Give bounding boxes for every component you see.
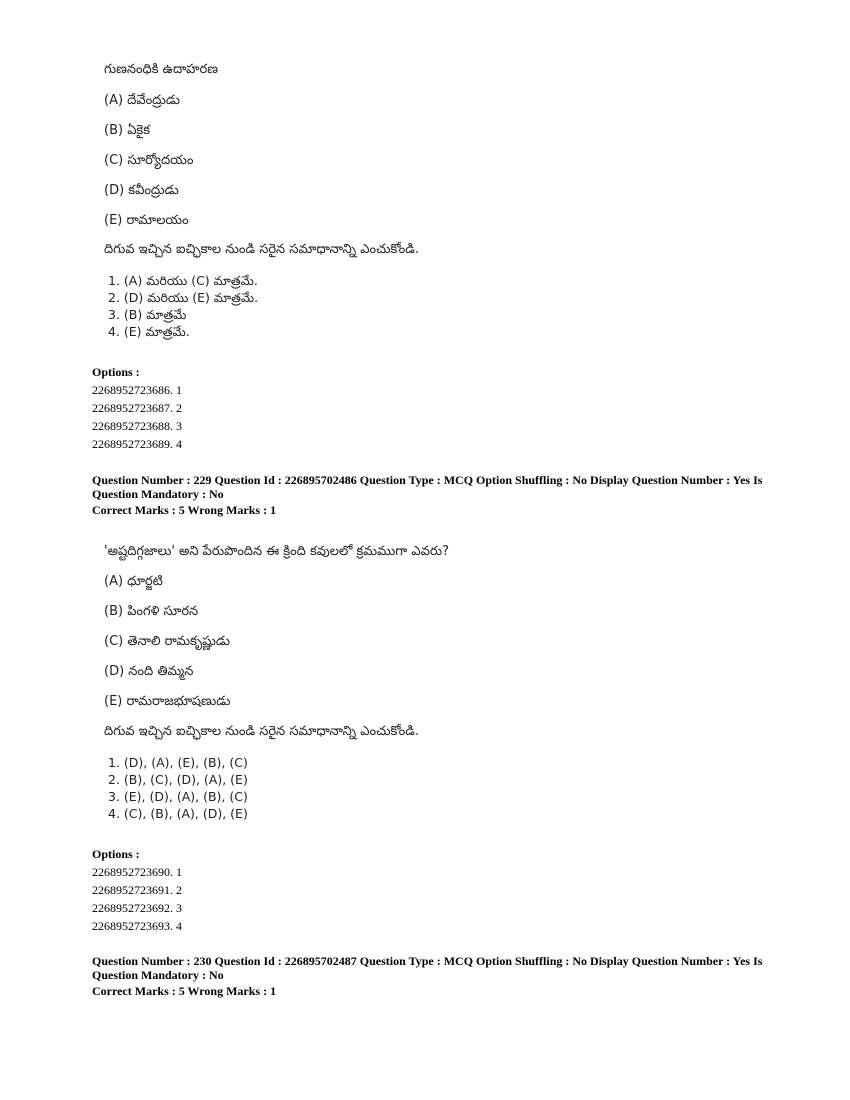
answer-choice-list (108, 272, 258, 340)
option-id: 2268952723686. 1 (92, 383, 182, 397)
question-meta-line: Question Mandatory : No (92, 968, 224, 982)
question-marks: Correct Marks : 5 Wrong Marks : 1 (92, 503, 277, 517)
question-header (92, 954, 782, 998)
question-item: (A) దేవేంద్రుడు (104, 93, 180, 108)
question-meta-line: Question Number : 230 Question Id : 226895702487 Question Type : MCQ Option Shuffling : No Display Question Number : Yes Is (92, 954, 763, 968)
question-header (92, 473, 782, 517)
question-stem: 'అష్టదిగ్గజాలు' అని పేరుపొందిన ఈ క్రింది కవులలో క్రమముగా ఎవరు? (104, 544, 449, 559)
question-instruction: దిగువ ఇచ్చిన ఐచ్ఛికాల నుండి సరైన సమాధానాన్ని ఎంచుకోండి. (104, 724, 420, 739)
question-meta-line: Question Mandatory : No (92, 487, 224, 501)
question-marks: Correct Marks : 5 Wrong Marks : 1 (92, 984, 277, 998)
question-item: (B) ఏకైక (104, 123, 151, 138)
answer-choice: 2. (B), (C), (D), (A), (E) (108, 772, 248, 787)
question-item: (E) రామాలయం (104, 213, 189, 228)
options-label: Options : (92, 847, 140, 861)
option-id: 2268952723691. 2 (92, 883, 182, 897)
option-id: 2268952723693. 4 (92, 919, 182, 933)
option-id: 2268952723692. 3 (92, 901, 182, 915)
question-item: (E) రామరాజభూషణుడు (104, 694, 231, 709)
options-label: Options : (92, 365, 140, 379)
question-item: (D) నంది తిమ్మన (104, 664, 194, 679)
question-item: (B) పింగళి సూరన (104, 604, 199, 619)
option-id: 2268952723687. 2 (92, 401, 182, 415)
answer-choice: 2. (D) మరియు (E) మాత్రమే. (108, 290, 259, 305)
answer-choice-list (108, 754, 248, 822)
answer-choice: 1. (A) మరియు (C) మాత్రమే. (108, 273, 258, 288)
question-item: (D) కవీంద్రుడు (104, 183, 179, 198)
question-meta-line: Question Number : 229 Question Id : 226895702486 Question Type : MCQ Option Shuffling : No Display Question Number : Yes Is (92, 473, 763, 487)
question-item: (C) తెనాలి రామకృష్ణుడు (104, 634, 231, 649)
question-item: (A) ధూర్జటి (104, 574, 163, 589)
answer-choice: 4. (E) మాత్రమే. (108, 324, 190, 339)
option-id: 2268952723688. 3 (92, 419, 182, 433)
option-id: 2268952723690. 1 (92, 865, 182, 879)
question-stem: గుణనంధికి ఉదాహరణ (104, 62, 218, 77)
options-section (92, 363, 182, 453)
question-instruction: దిగువ ఇచ్చిన ఐచ్ఛికాల నుండి సరైన సమాధానాన్ని ఎంచుకోండి. (104, 242, 420, 257)
option-id: 2268952723689. 4 (92, 437, 182, 451)
answer-choice: 1. (D), (A), (E), (B), (C) (108, 755, 248, 770)
options-section (92, 845, 182, 935)
answer-choice: 4. (C), (B), (A), (D), (E) (108, 806, 248, 821)
question-item: (C) సూర్యోదయం (104, 153, 194, 168)
answer-choice: 3. (B) మాత్రమే (108, 307, 187, 322)
answer-choice: 3. (E), (D), (A), (B), (C) (108, 789, 248, 804)
